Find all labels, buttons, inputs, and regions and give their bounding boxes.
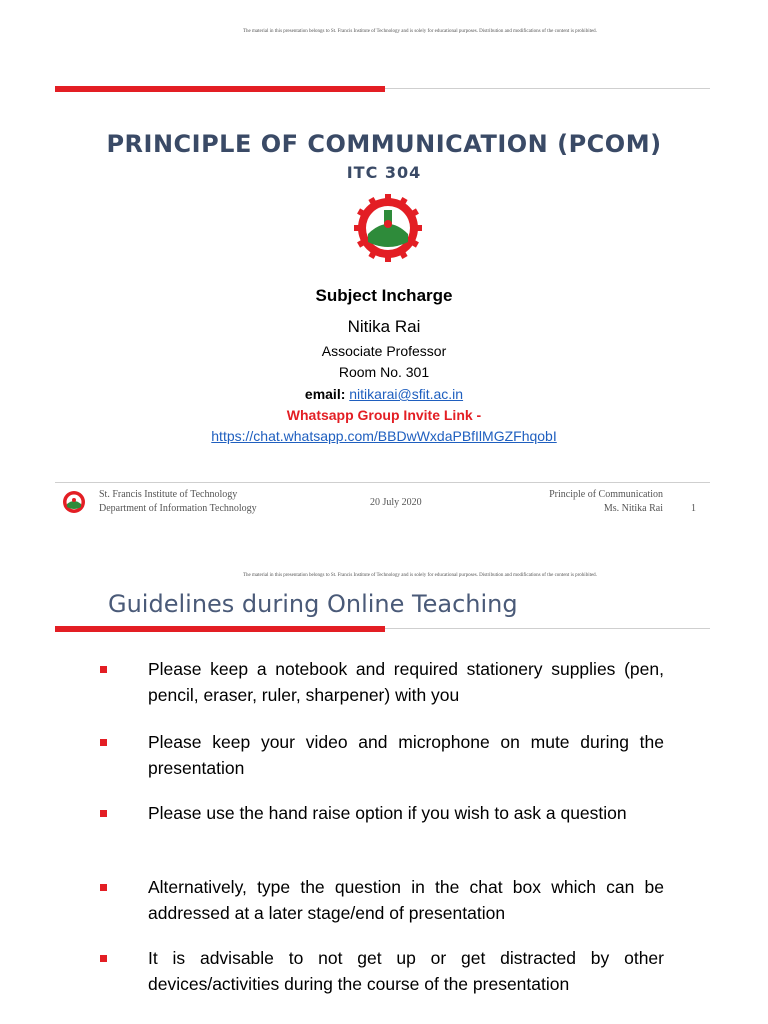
bullet-text: It is advisable to not get up or get distracted by other devices/activities during the course of the presentation bbox=[148, 948, 664, 994]
heading-accent-bar bbox=[55, 626, 385, 632]
footer-date: 20 July 2020 bbox=[370, 497, 422, 508]
footer-department: Department of Information Technology bbox=[99, 503, 257, 514]
bullet-text: Alternatively, type the question in the chat box which can be addressed at a later stage/end of presentation bbox=[148, 877, 664, 923]
title-accent-bar bbox=[55, 86, 385, 92]
bullet-icon bbox=[100, 739, 107, 746]
page-number: 1 bbox=[691, 503, 696, 514]
slide-heading: Guidelines during Online Teaching bbox=[108, 590, 518, 618]
footer-course: Principle of Communication bbox=[549, 489, 663, 500]
bullet-icon bbox=[100, 955, 107, 962]
whatsapp-label: Whatsapp Group Invite Link - bbox=[286, 407, 482, 423]
faculty-name: Nitika Rai bbox=[347, 317, 421, 336]
bullet-text: Please keep a notebook and required stationery supplies (pen, pencil, eraser, ruler, sharpener) with you bbox=[148, 659, 664, 705]
course-code: ITC 304 bbox=[346, 163, 422, 182]
bullet-text: Please keep your video and microphone on mute during the presentation bbox=[148, 732, 664, 778]
whatsapp-link[interactable]: https://chat.whatsapp.com/BBDwWxdaPBfIlMGZFhqobI bbox=[211, 428, 557, 444]
email-line bbox=[0, 386, 768, 402]
disclaimer-text: The material in this presentation belongs to St. Francis Institute of Technology and is solely for educational purposes. Distribution and modifications of the content is prohibited. bbox=[243, 29, 597, 34]
footer-faculty: Ms. Nitika Rai bbox=[603, 503, 663, 514]
footer-logo bbox=[62, 490, 86, 518]
footer-institute: St. Francis Institute of Technology bbox=[99, 489, 238, 500]
whatsapp-line bbox=[0, 428, 768, 444]
faculty-designation: Associate Professor bbox=[321, 343, 447, 359]
bullet-icon bbox=[100, 666, 107, 673]
list-item bbox=[100, 656, 680, 708]
heading-divider bbox=[385, 628, 710, 629]
bullet-icon bbox=[100, 884, 107, 891]
bullet-text: Please use the hand raise option if you wish to ask a question bbox=[148, 803, 627, 823]
subject-incharge-heading: Subject Incharge bbox=[315, 286, 453, 305]
institute-logo bbox=[354, 194, 422, 266]
list-item bbox=[100, 800, 680, 852]
page-title: PRINCIPLE OF COMMUNICATION (PCOM) bbox=[106, 130, 662, 158]
list-item bbox=[100, 945, 680, 997]
faculty-room: Room No. 301 bbox=[338, 364, 430, 380]
email-link[interactable]: nitikarai@sfit.ac.in bbox=[349, 386, 464, 402]
list-item bbox=[100, 874, 680, 926]
disclaimer-text: The material in this presentation belongs to St. Francis Institute of Technology and is solely for educational purposes. Distribution and modifications of the content is prohibited. bbox=[243, 573, 597, 578]
footer-divider bbox=[55, 482, 710, 483]
bullet-icon bbox=[100, 810, 107, 817]
email-label: email: bbox=[304, 386, 350, 402]
list-item bbox=[100, 729, 680, 781]
title-divider bbox=[385, 88, 710, 89]
